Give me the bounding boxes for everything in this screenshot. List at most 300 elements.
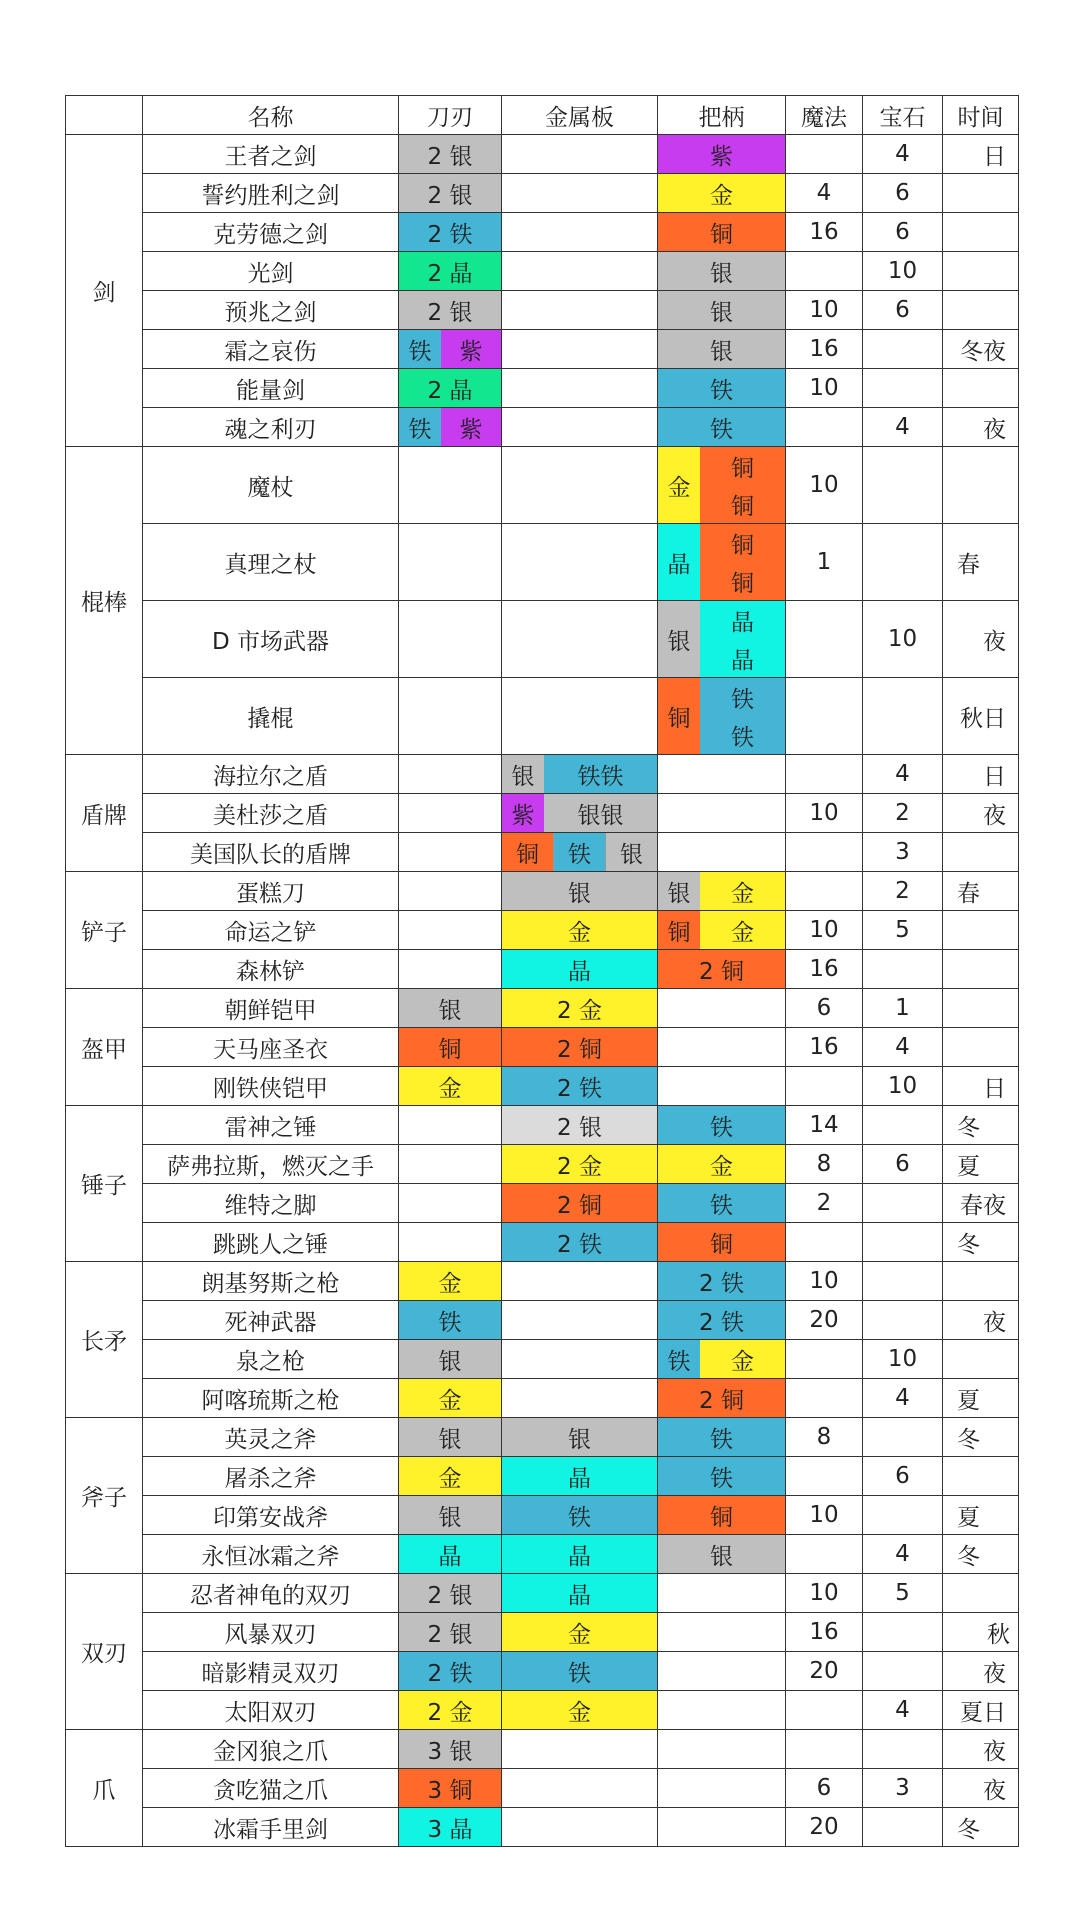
handle-cell bbox=[658, 213, 786, 252]
material-cell bbox=[399, 1613, 501, 1651]
handle-cell bbox=[658, 872, 786, 911]
material-chip: 铜 bbox=[502, 833, 553, 871]
material-chip: 2 铜 bbox=[502, 1028, 657, 1066]
plate-cell bbox=[502, 174, 658, 213]
gem-cell bbox=[863, 1223, 943, 1262]
plate-cell bbox=[502, 678, 658, 755]
material-chip: 2 铜 bbox=[658, 1379, 785, 1417]
weapon-name-cell: 朗基努斯之枪 bbox=[143, 1262, 399, 1301]
blade-cell bbox=[399, 1340, 502, 1379]
handle-cell bbox=[658, 911, 786, 950]
weapon-name-cell: 贪吃猫之爪 bbox=[143, 1769, 399, 1808]
time-cell: 春 bbox=[943, 524, 1019, 601]
header-cell: 名称 bbox=[143, 96, 399, 135]
blade-cell bbox=[399, 1730, 502, 1769]
plate-cell bbox=[502, 1379, 658, 1418]
material-chip: 2 铁 bbox=[502, 1067, 657, 1105]
material-chip: 金 bbox=[658, 447, 700, 523]
time-cell: 日 bbox=[943, 135, 1019, 174]
blade-cell bbox=[399, 174, 502, 213]
material-cell bbox=[658, 1535, 785, 1573]
table-row bbox=[66, 213, 1019, 252]
magic-cell: 10 bbox=[786, 447, 863, 524]
header-row bbox=[66, 96, 1019, 135]
plate-cell bbox=[502, 213, 658, 252]
plate-cell bbox=[502, 369, 658, 408]
material-chip: 铜 bbox=[658, 911, 700, 949]
header-cell: 时间 bbox=[943, 96, 1019, 135]
blade-cell bbox=[399, 1457, 502, 1496]
weapon-name-cell: 忍者神龟的双刃 bbox=[143, 1574, 399, 1613]
plate-cell bbox=[502, 1808, 658, 1847]
material-cell bbox=[658, 524, 785, 600]
magic-cell bbox=[786, 1340, 863, 1379]
weapon-name-cell: 王者之剑 bbox=[143, 135, 399, 174]
material-cell bbox=[399, 1340, 501, 1378]
material-stack bbox=[700, 447, 785, 523]
material-cell bbox=[399, 135, 501, 173]
weapon-name-cell: 真理之杖 bbox=[143, 524, 399, 601]
material-chip: 银 bbox=[658, 252, 785, 290]
time-cell: 冬 bbox=[943, 1223, 1019, 1262]
gem-cell: 6 bbox=[863, 213, 943, 252]
category-cell: 盾牌 bbox=[66, 755, 143, 872]
time-cell bbox=[943, 911, 1019, 950]
material-cell bbox=[399, 369, 501, 407]
handle-cell bbox=[658, 1067, 786, 1106]
material-chip: 铜 bbox=[658, 1223, 785, 1261]
plate-cell bbox=[502, 1535, 658, 1574]
magic-cell: 8 bbox=[786, 1418, 863, 1457]
material-cell bbox=[658, 135, 785, 173]
material-cell bbox=[502, 1496, 657, 1534]
material-chip: 3 银 bbox=[399, 1730, 501, 1768]
time-cell: 日 bbox=[943, 755, 1019, 794]
time-cell: 夜 bbox=[943, 1769, 1019, 1808]
material-chip: 银 bbox=[658, 872, 700, 910]
weapon-name-cell: 英灵之斧 bbox=[143, 1418, 399, 1457]
plate-cell bbox=[502, 1145, 658, 1184]
gem-cell bbox=[863, 678, 943, 755]
material-cell bbox=[658, 1106, 785, 1144]
handle-cell bbox=[658, 1730, 786, 1769]
material-chip: 3 铜 bbox=[399, 1769, 501, 1807]
handle-cell bbox=[658, 1262, 786, 1301]
time-cell bbox=[943, 1457, 1019, 1496]
table-row bbox=[66, 911, 1019, 950]
magic-cell: 10 bbox=[786, 1262, 863, 1301]
time-cell: 冬 bbox=[943, 1418, 1019, 1457]
gem-cell: 10 bbox=[863, 252, 943, 291]
time-cell: 冬 bbox=[943, 1808, 1019, 1847]
gem-cell: 1 bbox=[863, 989, 943, 1028]
table-row bbox=[66, 1184, 1019, 1223]
time-cell: 春夜 bbox=[943, 1184, 1019, 1223]
gem-cell: 4 bbox=[863, 1028, 943, 1067]
gem-cell bbox=[863, 1184, 943, 1223]
table-row bbox=[66, 755, 1019, 794]
table-row bbox=[66, 794, 1019, 833]
material-chip: 铁 bbox=[399, 330, 441, 368]
weapon-name-cell: 霜之哀伤 bbox=[143, 330, 399, 369]
material-chip: 2 铁 bbox=[658, 1301, 785, 1339]
material-cell bbox=[658, 601, 785, 677]
category-cell: 铲子 bbox=[66, 872, 143, 989]
material-chip: 铁 bbox=[553, 833, 605, 871]
material-chip: 2 铁 bbox=[502, 1223, 657, 1261]
weapon-name-cell: 永恒冰霜之斧 bbox=[143, 1535, 399, 1574]
handle-cell bbox=[658, 408, 786, 447]
material-cell bbox=[399, 1730, 501, 1768]
material-chip: 铁 bbox=[658, 1184, 785, 1222]
blade-cell bbox=[399, 330, 502, 369]
material-cell bbox=[399, 1379, 501, 1417]
weapon-name-cell: 美国队长的盾牌 bbox=[143, 833, 399, 872]
weapon-name-cell: 撬棍 bbox=[143, 678, 399, 755]
handle-cell bbox=[658, 1457, 786, 1496]
weapon-name-cell: 朝鲜铠甲 bbox=[143, 989, 399, 1028]
handle-cell bbox=[658, 678, 786, 755]
blade-cell bbox=[399, 1808, 502, 1847]
magic-cell: 4 bbox=[786, 174, 863, 213]
material-cell bbox=[502, 1613, 657, 1651]
magic-cell: 20 bbox=[786, 1652, 863, 1691]
material-cell bbox=[658, 1262, 785, 1300]
material-chip: 铁 bbox=[658, 408, 785, 446]
time-cell: 夏日 bbox=[943, 1691, 1019, 1730]
material-chip: 2 银 bbox=[399, 1613, 501, 1651]
plate-cell bbox=[502, 1262, 658, 1301]
magic-cell bbox=[786, 252, 863, 291]
handle-cell bbox=[658, 1808, 786, 1847]
material-cell bbox=[658, 291, 785, 329]
material-cell bbox=[502, 950, 657, 988]
header-cell: 金属板 bbox=[502, 96, 658, 135]
time-cell bbox=[943, 252, 1019, 291]
material-cell bbox=[502, 1652, 657, 1690]
material-cell bbox=[658, 1223, 785, 1261]
time-cell: 夏 bbox=[943, 1145, 1019, 1184]
material-cell bbox=[399, 330, 501, 368]
material-stack bbox=[700, 678, 785, 754]
material-cell bbox=[399, 1496, 501, 1534]
handle-cell bbox=[658, 1691, 786, 1730]
table-row bbox=[66, 369, 1019, 408]
material-chip: 银 bbox=[502, 872, 657, 910]
material-cell bbox=[399, 1769, 501, 1807]
weapon-name-cell: 金冈狼之爪 bbox=[143, 1730, 399, 1769]
gem-cell bbox=[863, 524, 943, 601]
time-cell: 冬夜 bbox=[943, 330, 1019, 369]
material-chip: 3 晶 bbox=[399, 1808, 501, 1846]
blade-cell bbox=[399, 1574, 502, 1613]
handle-cell bbox=[658, 950, 786, 989]
category-cell: 锤子 bbox=[66, 1106, 143, 1262]
magic-cell bbox=[786, 1457, 863, 1496]
magic-cell bbox=[786, 755, 863, 794]
weapon-name-cell: 雷神之锤 bbox=[143, 1106, 399, 1145]
material-cell bbox=[502, 794, 657, 832]
plate-cell bbox=[502, 330, 658, 369]
table-row bbox=[66, 1418, 1019, 1457]
material-cell bbox=[658, 950, 785, 988]
category-cell: 盔甲 bbox=[66, 989, 143, 1106]
gem-cell: 10 bbox=[863, 1067, 943, 1106]
weapon-name-cell: 泉之枪 bbox=[143, 1340, 399, 1379]
gem-cell bbox=[863, 1613, 943, 1652]
table-row bbox=[66, 1145, 1019, 1184]
weapon-recipe-table bbox=[65, 95, 1019, 1847]
blade-cell bbox=[399, 1262, 502, 1301]
plate-cell bbox=[502, 408, 658, 447]
gem-cell bbox=[863, 369, 943, 408]
material-chip: 铜 bbox=[658, 678, 700, 754]
material-cell bbox=[502, 755, 657, 793]
weapon-name-cell: 阿喀琉斯之枪 bbox=[143, 1379, 399, 1418]
handle-cell bbox=[658, 252, 786, 291]
material-cell bbox=[399, 213, 501, 251]
time-cell: 日 bbox=[943, 1067, 1019, 1106]
handle-cell bbox=[658, 1106, 786, 1145]
time-cell bbox=[943, 174, 1019, 213]
gem-cell bbox=[863, 330, 943, 369]
table-row bbox=[66, 1535, 1019, 1574]
gem-cell bbox=[863, 1262, 943, 1301]
blade-cell bbox=[399, 291, 502, 330]
material-cell bbox=[399, 408, 501, 446]
material-cell bbox=[658, 1184, 785, 1222]
table-row bbox=[66, 678, 1019, 755]
material-chip: 铁 bbox=[700, 716, 785, 754]
handle-cell bbox=[658, 1613, 786, 1652]
table-row bbox=[66, 330, 1019, 369]
handle-cell bbox=[658, 1496, 786, 1535]
magic-cell: 10 bbox=[786, 1496, 863, 1535]
blade-cell bbox=[399, 1379, 502, 1418]
material-cell bbox=[502, 1535, 657, 1573]
weapon-name-cell: D 市场武器 bbox=[143, 601, 399, 678]
material-chip: 铜 bbox=[399, 1028, 501, 1066]
material-chip: 金 bbox=[658, 174, 785, 212]
material-chip: 铜 bbox=[700, 524, 785, 562]
material-cell bbox=[658, 408, 785, 446]
material-cell bbox=[502, 1145, 657, 1183]
gem-cell: 4 bbox=[863, 408, 943, 447]
handle-cell bbox=[658, 1535, 786, 1574]
material-chip: 银 bbox=[605, 833, 657, 871]
magic-cell bbox=[786, 872, 863, 911]
material-cell bbox=[658, 252, 785, 290]
handle-cell bbox=[658, 447, 786, 524]
magic-cell bbox=[786, 1535, 863, 1574]
category-cell: 棍棒 bbox=[66, 447, 143, 755]
gem-cell bbox=[863, 447, 943, 524]
magic-cell bbox=[786, 833, 863, 872]
magic-cell: 10 bbox=[786, 369, 863, 408]
material-cell bbox=[399, 989, 501, 1027]
time-cell bbox=[943, 1574, 1019, 1613]
magic-cell: 6 bbox=[786, 989, 863, 1028]
material-cell bbox=[502, 1574, 657, 1612]
material-chip: 金 bbox=[700, 911, 785, 949]
time-cell: 夜 bbox=[943, 1301, 1019, 1340]
time-cell bbox=[943, 1262, 1019, 1301]
material-chip: 铁 bbox=[502, 1652, 657, 1690]
plate-cell bbox=[502, 1028, 658, 1067]
magic-cell: 20 bbox=[786, 1808, 863, 1847]
material-chip: 金 bbox=[399, 1379, 501, 1417]
handle-cell bbox=[658, 135, 786, 174]
blade-cell bbox=[399, 135, 502, 174]
blade-cell bbox=[399, 1028, 502, 1067]
table-row bbox=[66, 1613, 1019, 1652]
table-row bbox=[66, 1652, 1019, 1691]
weapon-name-cell: 跳跳人之锤 bbox=[143, 1223, 399, 1262]
blade-cell bbox=[399, 1184, 502, 1223]
gem-cell: 2 bbox=[863, 872, 943, 911]
weapon-name-cell: 刚铁侠铠甲 bbox=[143, 1067, 399, 1106]
plate-cell bbox=[502, 1457, 658, 1496]
plate-cell bbox=[502, 989, 658, 1028]
category-cell: 斧子 bbox=[66, 1418, 143, 1574]
material-chip: 银 bbox=[399, 1418, 501, 1456]
material-cell bbox=[502, 872, 657, 910]
handle-cell bbox=[658, 1574, 786, 1613]
plate-cell bbox=[502, 1223, 658, 1262]
material-chip: 晶 bbox=[502, 1457, 657, 1495]
material-cell bbox=[502, 1418, 657, 1456]
handle-cell bbox=[658, 989, 786, 1028]
blade-cell bbox=[399, 1106, 502, 1145]
table-row bbox=[66, 1340, 1019, 1379]
time-cell: 秋 bbox=[943, 1613, 1019, 1652]
material-chip: 晶 bbox=[502, 1535, 657, 1573]
header-cell: 把柄 bbox=[658, 96, 786, 135]
table-row bbox=[66, 601, 1019, 678]
time-cell: 冬 bbox=[943, 1535, 1019, 1574]
gem-cell: 2 bbox=[863, 794, 943, 833]
magic-cell: 10 bbox=[786, 291, 863, 330]
table-row bbox=[66, 950, 1019, 989]
material-cell bbox=[502, 911, 657, 949]
weapon-name-cell: 海拉尔之盾 bbox=[143, 755, 399, 794]
gem-cell: 6 bbox=[863, 1145, 943, 1184]
material-chip: 铁 bbox=[399, 1301, 501, 1339]
material-stack bbox=[700, 601, 785, 677]
category-cell: 长矛 bbox=[66, 1262, 143, 1418]
plate-cell bbox=[502, 950, 658, 989]
table-row bbox=[66, 1496, 1019, 1535]
material-chip: 紫 bbox=[658, 135, 785, 173]
material-chip: 银 bbox=[502, 755, 544, 793]
material-cell bbox=[658, 447, 785, 523]
weapon-name-cell: 预兆之剑 bbox=[143, 291, 399, 330]
plate-cell bbox=[502, 135, 658, 174]
blade-cell bbox=[399, 1067, 502, 1106]
magic-cell: 16 bbox=[786, 950, 863, 989]
gem-cell: 4 bbox=[863, 755, 943, 794]
material-chip: 铜 bbox=[658, 213, 785, 251]
material-chip: 2 铁 bbox=[399, 213, 501, 251]
material-chip: 铁 bbox=[658, 1457, 785, 1495]
table-row bbox=[66, 872, 1019, 911]
gem-cell bbox=[863, 1652, 943, 1691]
magic-cell: 14 bbox=[786, 1106, 863, 1145]
magic-cell: 10 bbox=[786, 1574, 863, 1613]
blade-cell bbox=[399, 1769, 502, 1808]
table-row bbox=[66, 833, 1019, 872]
material-cell bbox=[399, 1301, 501, 1339]
material-chip: 金 bbox=[502, 1613, 657, 1651]
material-chip: 晶 bbox=[700, 639, 785, 677]
plate-cell bbox=[502, 1652, 658, 1691]
magic-cell: 16 bbox=[786, 213, 863, 252]
plate-cell bbox=[502, 794, 658, 833]
blade-cell bbox=[399, 213, 502, 252]
material-cell bbox=[399, 1535, 501, 1573]
blade-cell bbox=[399, 369, 502, 408]
magic-cell bbox=[786, 1067, 863, 1106]
gem-cell: 4 bbox=[863, 1691, 943, 1730]
table-row bbox=[66, 1730, 1019, 1769]
table-row bbox=[66, 135, 1019, 174]
material-chip: 紫 bbox=[502, 794, 544, 832]
handle-cell bbox=[658, 1418, 786, 1457]
material-chip: 金 bbox=[658, 1145, 785, 1183]
table-row bbox=[66, 447, 1019, 524]
material-cell bbox=[658, 1418, 785, 1456]
magic-cell: 10 bbox=[786, 794, 863, 833]
handle-cell bbox=[658, 1769, 786, 1808]
weapon-name-cell: 美杜莎之盾 bbox=[143, 794, 399, 833]
weapon-name-cell: 冰霜手里剑 bbox=[143, 1808, 399, 1847]
material-chip: 紫 bbox=[441, 330, 501, 368]
table-row bbox=[66, 1691, 1019, 1730]
table-row bbox=[66, 1067, 1019, 1106]
material-chip: 2 金 bbox=[502, 1145, 657, 1183]
blade-cell bbox=[399, 1613, 502, 1652]
material-cell bbox=[502, 833, 657, 871]
plate-cell bbox=[502, 252, 658, 291]
gem-cell: 6 bbox=[863, 1457, 943, 1496]
material-chip: 铁 bbox=[399, 408, 441, 446]
weapon-name-cell: 誓约胜利之剑 bbox=[143, 174, 399, 213]
blade-cell bbox=[399, 833, 502, 872]
table-row bbox=[66, 1301, 1019, 1340]
blade-cell bbox=[399, 1535, 502, 1574]
weapon-name-cell: 森林铲 bbox=[143, 950, 399, 989]
material-chip: 铁 bbox=[502, 1496, 657, 1534]
time-cell bbox=[943, 1028, 1019, 1067]
material-chip: 2 银 bbox=[399, 174, 501, 212]
magic-cell bbox=[786, 1223, 863, 1262]
gem-cell bbox=[863, 1496, 943, 1535]
time-cell: 春 bbox=[943, 872, 1019, 911]
table-row bbox=[66, 1574, 1019, 1613]
header-cell: 宝石 bbox=[863, 96, 943, 135]
material-cell bbox=[658, 1301, 785, 1339]
blade-cell bbox=[399, 447, 502, 524]
blade-cell bbox=[399, 872, 502, 911]
material-chip: 银银 bbox=[544, 794, 657, 832]
magic-cell: 20 bbox=[786, 1301, 863, 1340]
plate-cell bbox=[502, 1184, 658, 1223]
magic-cell: 10 bbox=[786, 911, 863, 950]
weapon-name-cell: 屠杀之斧 bbox=[143, 1457, 399, 1496]
blade-cell bbox=[399, 755, 502, 794]
material-cell bbox=[399, 1067, 501, 1105]
handle-cell bbox=[658, 1301, 786, 1340]
